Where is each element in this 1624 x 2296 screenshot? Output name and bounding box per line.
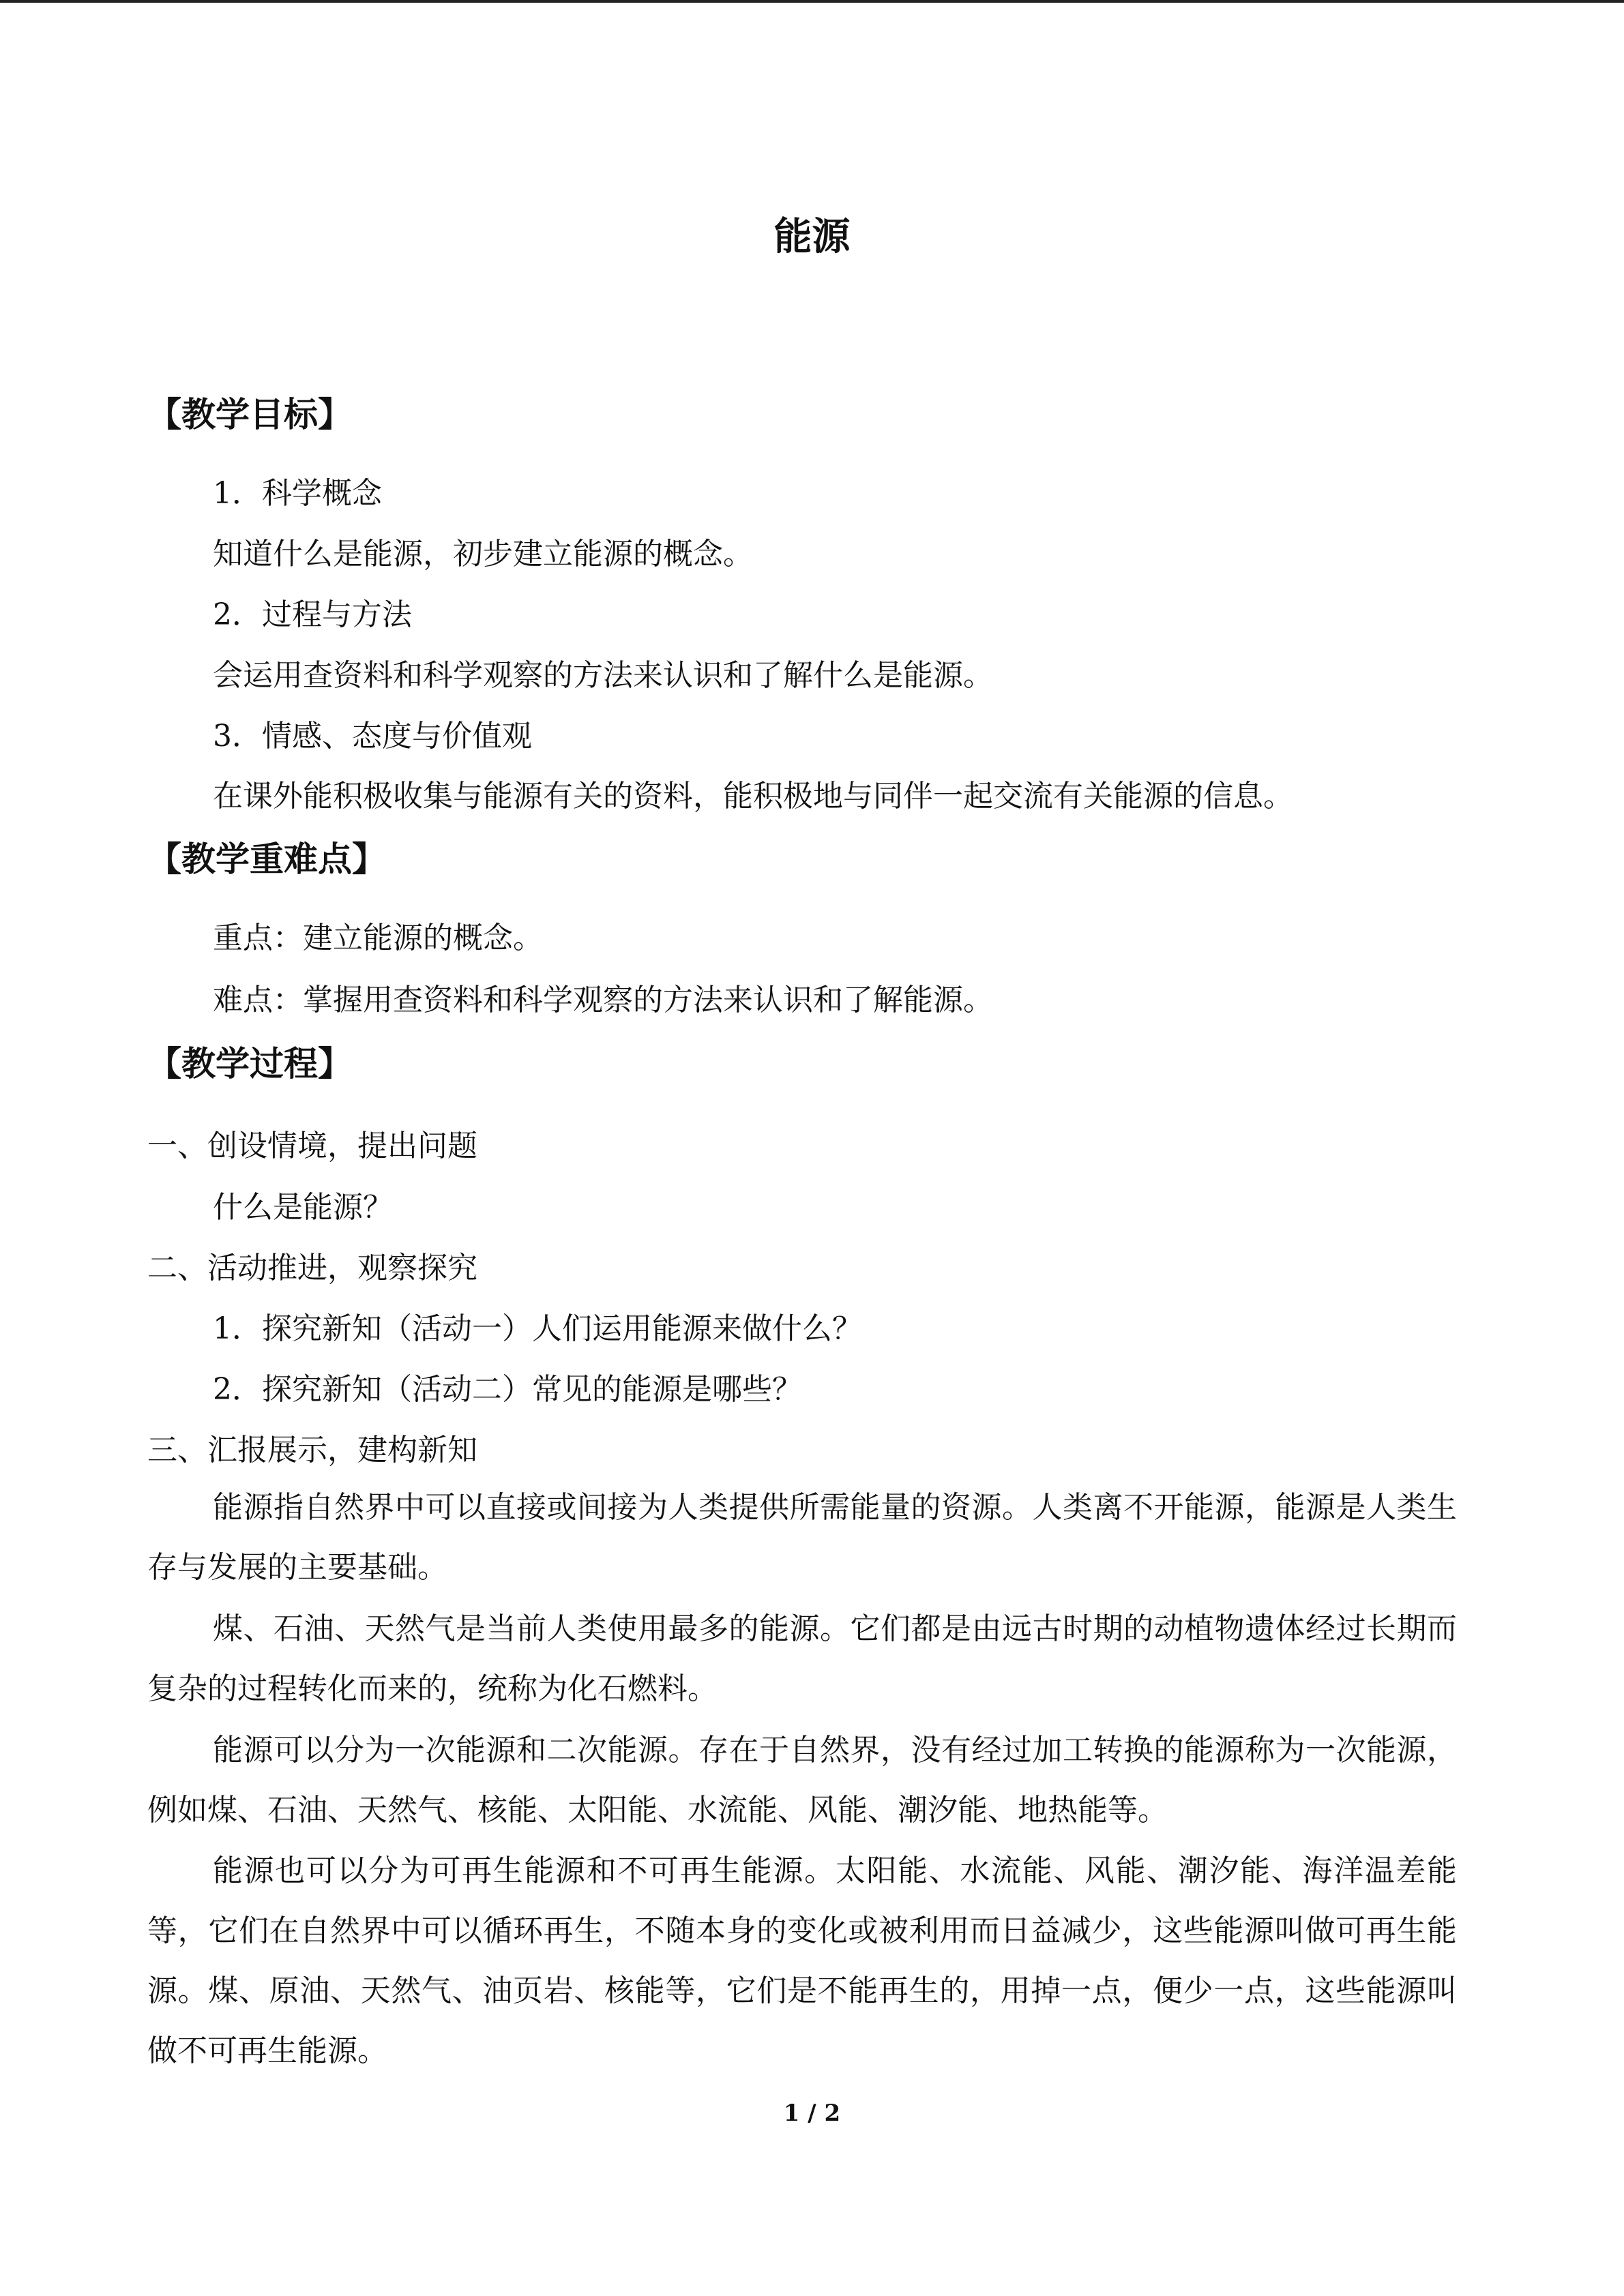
section-heading-keypoints: 【教学重难点】 xyxy=(147,839,386,879)
top-border xyxy=(0,0,1624,3)
keypoint-difficulty: 难点：掌握用查资料和科学观察的方法来认识和了解能源。 xyxy=(213,983,993,1017)
keypoint-focus: 重点：建立能源的概念。 xyxy=(213,921,543,955)
process-step-1: 一、创设情境，提出问题 xyxy=(147,1129,477,1163)
objective-text-2: 会运用查资料和科学观察的方法来认识和了解什么是能源。 xyxy=(213,658,993,693)
objective-text-1: 知道什么是能源，初步建立能源的概念。 xyxy=(213,537,753,571)
process-step-2: 二、活动推进，观察探究 xyxy=(147,1251,477,1285)
process-step-1-question: 什么是能源？ xyxy=(213,1190,393,1225)
process-step-3: 三、汇报展示，建构新知 xyxy=(147,1433,477,1467)
page-number: 1 / 2 xyxy=(783,2100,841,2127)
paragraph-fossil-fuels: 煤、石油、天然气是当前人类使用最多的能源。它们都是由远古时期的动植物遗体经过长期而复杂的过程转化而来的，统称为化石燃料。 xyxy=(147,1611,1457,1706)
section-heading-process: 【教学过程】 xyxy=(147,1044,352,1084)
process-activity-1: 1．探究新知（活动一）人们运用能源来做什么？ xyxy=(213,1311,862,1346)
page-title: 能源 xyxy=(773,215,851,259)
objective-text-3: 在课外能积极收集与能源有关的资料，能积极地与同伴一起交流有关能源的信息。 xyxy=(213,779,1293,814)
section-heading-objectives: 【教学目标】 xyxy=(147,395,352,434)
objective-item-1: 1．科学概念 xyxy=(213,476,382,511)
paragraph-renewable-energy: 能源也可以分为可再生能源和不可再生能源。太阳能、水流能、风能、潮汐能、海洋温差能等，它们在自然界中可以循环再生，不随本身的变化或被利用而日益减少，这些能源叫做可再生能源。煤、原油、天然气、油页岩、核能等，它们是不能再生的，用掉一点，便少一点，这些能源叫做不可再生能源。 xyxy=(147,1853,1457,2068)
process-activity-2: 2．探究新知（活动二）常见的能源是哪些？ xyxy=(213,1372,802,1407)
objective-item-2: 2．过程与方法 xyxy=(213,597,412,632)
paragraph-primary-energy: 能源可以分为一次能源和二次能源。存在于自然界，没有经过加工转换的能源称为一次能源，例如煤、石油、天然气、核能、太阳能、水流能、风能、潮汐能、地热能等。 xyxy=(147,1733,1457,1828)
objective-item-3: 3．情感、态度与价值观 xyxy=(213,719,532,754)
paragraph-energy-definition: 能源指自然界中可以直接或间接为人类提供所需能量的资源。人类离不开能源，能源是人类生存与发展的主要基础。 xyxy=(147,1490,1457,1585)
